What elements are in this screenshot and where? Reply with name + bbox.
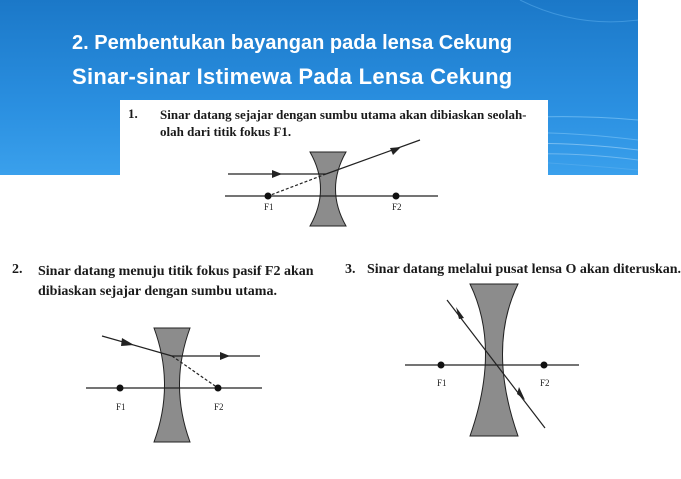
ray-arrowhead (517, 387, 525, 400)
ray-arrowhead (390, 147, 401, 155)
focus-label-left: F1 (116, 402, 126, 412)
diagram-2-caption: Sinar datang menuju titik fokus pasif F2 akan dibiaskan sejajar dengan sumbu utama. (38, 264, 314, 299)
concave-lens (154, 328, 190, 442)
focus-label-left: F1 (437, 378, 447, 388)
concave-lens (470, 284, 518, 436)
focus-point-left (265, 193, 272, 200)
ray-arrowhead (272, 170, 282, 178)
concave-lens (310, 152, 346, 226)
diagram-1-number: 1. (128, 106, 138, 121)
diagram-1-figure (120, 100, 548, 238)
focus-label-left: F1 (264, 202, 274, 212)
ray-arrowhead (121, 338, 134, 346)
ray-arrowhead (220, 352, 230, 360)
focus-label-right: F2 (214, 402, 224, 412)
focus-point-left (438, 362, 445, 369)
slide-title: 2. Pembentukan bayangan pada lensa Cekung (72, 32, 513, 54)
diagram-3-number: 3. (345, 262, 356, 277)
focus-label-right: F2 (392, 202, 402, 212)
diagram-2-number: 2. (12, 262, 23, 277)
focus-label-right: F2 (540, 378, 550, 388)
diagram-2-figure (4, 258, 339, 448)
focus-point-right (215, 385, 222, 392)
focus-point-left (117, 385, 124, 392)
diagram-1-panel (120, 100, 548, 238)
diagram-1-caption: Sinar datang sejajar dengan sumbu utama akan dibiaskan seolah-olah dari titik fokus F1. (160, 107, 527, 139)
focus-point-right (541, 362, 548, 369)
slide-subtitle: Sinar-sinar Istimewa Pada Lensa Cekung (72, 64, 513, 89)
focus-point-right (393, 193, 400, 200)
diagram-3-panel (343, 258, 681, 448)
diagram-3-caption: Sinar datang melalui pusat lensa O akan diteruskan. (367, 262, 681, 277)
diagram-3-figure (343, 258, 635, 448)
diagram-2-panel (4, 258, 339, 448)
virtual-extension (268, 174, 326, 196)
